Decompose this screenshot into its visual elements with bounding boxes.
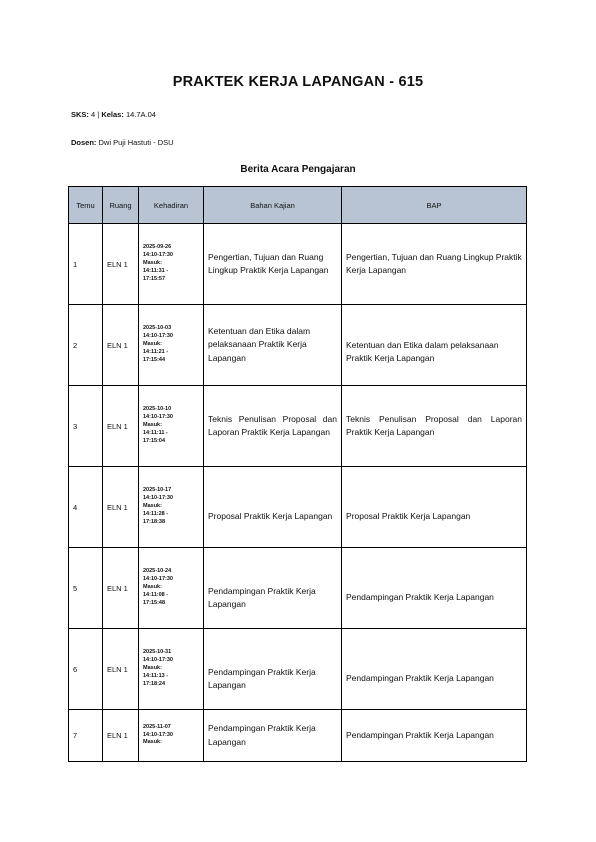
kehadiran-in-time: 14:11:31 -: [143, 267, 169, 274]
kehadiran-masuk-label: Masuk:: [143, 739, 162, 746]
kehadiran-schedule: 14:10-17:30: [143, 252, 173, 259]
bahan-kajian-cell: Teknis Penulisan Proposal dan Laporan Praktik Kerja Lapangan: [204, 386, 342, 467]
sks-label: SKS:: [71, 110, 89, 119]
bap-cell: Proposal Praktik Kerja Lapangan: [342, 467, 527, 548]
header-ruang: Ruang: [103, 187, 139, 224]
ruang-cell: ELN 1: [103, 548, 139, 629]
kehadiran-date: 2025-10-10: [143, 406, 172, 413]
kehadiran-masuk-label: Masuk:: [143, 260, 162, 267]
kehadiran-in-time: 14:11:13 -: [143, 672, 169, 679]
kehadiran-out-time: 17:18:38: [143, 518, 166, 525]
table-header-row: [69, 187, 527, 224]
temu-cell: 3: [69, 386, 103, 467]
kehadiran-masuk-label: Masuk:: [143, 422, 162, 429]
bap-cell: Pengertian, Tujuan dan Ruang Lingkup Praktik Kerja Lapangan: [342, 224, 527, 305]
kehadiran-cell: [139, 548, 204, 629]
header-temu: Temu: [69, 187, 103, 224]
kehadiran-out-time: 17:18:24: [143, 680, 166, 687]
bahan-kajian-cell: Proposal Praktik Kerja Lapangan: [204, 467, 342, 548]
kehadiran-date: 2025-10-03: [143, 325, 172, 332]
sks-value: 4: [91, 110, 96, 119]
header-bap: BAP: [342, 187, 527, 224]
section-title: Berita Acara Pengajaran: [240, 164, 356, 175]
kehadiran-cell: [139, 386, 204, 467]
bap-cell: Teknis Penulisan Proposal dan Laporan Praktik Kerja Lapangan: [342, 386, 527, 467]
kelas-label: Kelas:: [101, 110, 124, 119]
kehadiran-cell: [139, 467, 204, 548]
ruang-cell: ELN 1: [103, 386, 139, 467]
kehadiran-date: 2025-09-26: [143, 244, 172, 251]
kehadiran-schedule: 14:10-17:30: [143, 657, 173, 664]
kehadiran-out-time: 17:15:48: [143, 599, 166, 606]
table-row: [69, 467, 527, 548]
document-title: PRAKTEK KERJA LAPANGAN - 615: [172, 74, 424, 90]
table-row: [69, 386, 527, 467]
ruang-cell: ELN 1: [103, 710, 139, 762]
dosen-label: Dosen:: [71, 138, 97, 147]
kehadiran-schedule: 14:10-17:30: [143, 333, 173, 340]
bap-cell: Pendampingan Praktik Kerja Lapangan: [342, 710, 527, 762]
header-bahan-kajian: Bahan Kajian: [204, 187, 342, 224]
kehadiran-schedule: 14:10-17:30: [143, 414, 173, 421]
kehadiran-date: 2025-11-07: [143, 723, 171, 730]
lecturer-info-line: [71, 138, 174, 147]
ruang-cell: ELN 1: [103, 305, 139, 386]
kehadiran-masuk-label: Masuk:: [143, 584, 162, 591]
temu-cell: 6: [69, 629, 103, 710]
kehadiran-out-time: 17:15:44: [143, 356, 166, 363]
ruang-cell: ELN 1: [103, 467, 139, 548]
separator: |: [97, 110, 100, 119]
table-row: [69, 629, 527, 710]
bahan-kajian-cell: Pendampingan Praktik Kerja Lapangan: [204, 548, 342, 629]
header-kehadiran: Kehadiran: [139, 187, 204, 224]
kehadiran-cell: [139, 224, 204, 305]
bap-cell: Pendampingan Praktik Kerja Lapangan: [342, 548, 527, 629]
kehadiran-cell: [139, 629, 204, 710]
ruang-cell: ELN 1: [103, 224, 139, 305]
kehadiran-date: 2025-10-17: [143, 487, 172, 494]
table-row: [69, 224, 527, 305]
bahan-kajian-cell: Pendampingan Praktik Kerja Lapangan: [204, 629, 342, 710]
temu-cell: 4: [69, 467, 103, 548]
table-row: [69, 548, 527, 629]
kelas-value: 14.7A.04: [125, 110, 156, 119]
kehadiran-cell: [139, 710, 204, 762]
kehadiran-in-time: 14:11:21 -: [143, 348, 169, 355]
kehadiran-masuk-label: Masuk:: [143, 341, 162, 348]
kehadiran-out-time: 17:15:04: [143, 437, 166, 444]
kehadiran-date: 2025-10-24: [143, 568, 172, 575]
table-row: [69, 305, 527, 386]
course-info-line: [71, 110, 156, 119]
temu-cell: 1: [69, 224, 103, 305]
dosen-value: Dwi Puji Hastuti - DSU: [98, 138, 174, 147]
kehadiran-in-time: 14:11:28 -: [143, 510, 169, 517]
temu-cell: 5: [69, 548, 103, 629]
kehadiran-in-time: 14:11:08 -: [143, 591, 169, 598]
kehadiran-out-time: 17:15:57: [143, 275, 166, 282]
bahan-kajian-cell: Pengertian, Tujuan dan Ruang Lingkup Praktik Kerja Lapangan: [204, 224, 342, 305]
kehadiran-schedule: 14:10-17:30: [143, 495, 173, 502]
kehadiran-schedule: 14:10-17:30: [143, 576, 173, 583]
bap-cell: Pendampingan Praktik Kerja Lapangan: [342, 629, 527, 710]
kehadiran-in-time: 14:11:11 -: [143, 429, 168, 436]
bap-cell: Ketentuan dan Etika dalam pelaksanaan Praktik Kerja Lapangan: [342, 305, 527, 386]
kehadiran-masuk-label: Masuk:: [143, 503, 162, 510]
kehadiran-masuk-label: Masuk:: [143, 665, 162, 672]
bahan-kajian-cell: Ketentuan dan Etika dalam pelaksanaan Praktik Kerja Lapangan: [204, 305, 342, 386]
kehadiran-cell: [139, 305, 204, 386]
bahan-kajian-cell: Pendampingan Praktik Kerja Lapangan: [204, 710, 342, 762]
teaching-record-table: [68, 186, 527, 762]
temu-cell: 7: [69, 710, 103, 762]
ruang-cell: ELN 1: [103, 629, 139, 710]
temu-cell: 2: [69, 305, 103, 386]
table-row: [69, 710, 527, 762]
kehadiran-date: 2025-10-31: [143, 649, 172, 656]
kehadiran-schedule: 14:10-17:30: [143, 731, 173, 738]
